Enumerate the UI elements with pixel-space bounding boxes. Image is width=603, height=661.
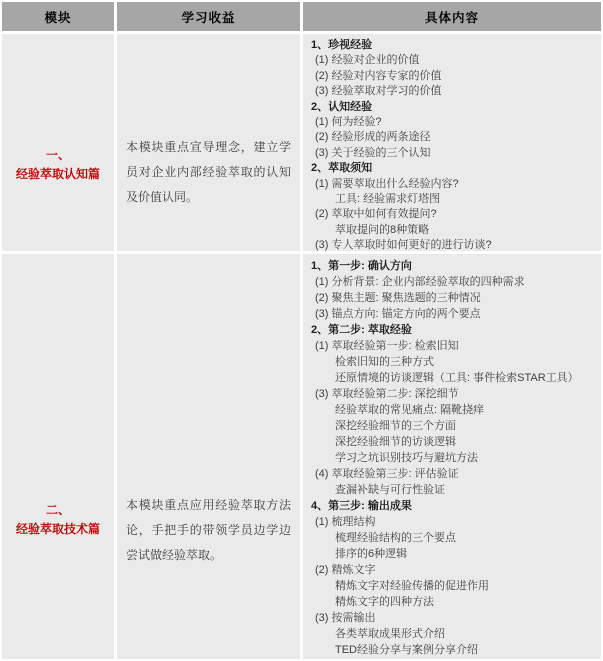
content-line: 经验萃取的常见痛点: 隔靴挠痒 bbox=[335, 404, 485, 416]
content-line: (2) 经验形成的两条途径 bbox=[315, 131, 431, 144]
module-cell-2 bbox=[2, 254, 114, 659]
content-line: (1) 何为经验? bbox=[315, 116, 382, 129]
content-line: (2) 经验对内容专家的价值 bbox=[315, 69, 442, 82]
content-line: (1) 经验对企业的价值 bbox=[315, 54, 420, 67]
column-header-content: 具体内容 bbox=[303, 2, 601, 31]
content-line: 2、萃取须知 bbox=[311, 162, 373, 175]
benefit-text: 本模块重点宣导理念，建立学员对企业内部经验萃取的认知及价值认同。 bbox=[126, 140, 291, 204]
content-line: 精炼文字的四种方法 bbox=[335, 596, 434, 608]
module-number: 二、 bbox=[45, 503, 70, 517]
content-line: 精炼文字对经验传播的促进作用 bbox=[335, 580, 489, 592]
content-line: (3) 锚点方向: 锚定方向的两个要点 bbox=[315, 308, 481, 320]
benefit-cell-1 bbox=[117, 34, 300, 251]
content-line: (2) 精炼文字 bbox=[315, 564, 376, 576]
content-line: (3) 经验萃取对学习的价值 bbox=[315, 85, 442, 98]
module-title: 经验萃取认知篇 bbox=[15, 167, 100, 181]
content-line: 排序的6种逻辑 bbox=[335, 548, 408, 560]
module-title: 经验萃取技术篇 bbox=[15, 522, 100, 536]
content-line: 萃取提问的8种策略 bbox=[335, 223, 430, 236]
content-line: 2、认知经验 bbox=[311, 100, 373, 113]
content-line: 深挖经验细节的三个方面 bbox=[335, 420, 456, 432]
content-line: TED经验分享与案例分享介绍 bbox=[335, 644, 478, 656]
content-line: (2) 聚焦主题: 聚焦选题的三种情况 bbox=[315, 292, 481, 304]
content-line: 工具: 经验需求灯塔图 bbox=[335, 193, 441, 206]
content-line: 梳理经验结构的三个要点 bbox=[335, 532, 456, 544]
content-line: (1) 梳理结构 bbox=[315, 516, 376, 528]
content-line: (4) 萃取经验第三步: 评估验证 bbox=[315, 468, 459, 480]
content-line: (2) 萃取中如何有效提问? bbox=[315, 208, 437, 221]
content-line: (1) 萃取经验第一步: 检索旧知 bbox=[315, 340, 459, 352]
content-line: (3) 按需输出 bbox=[315, 612, 376, 624]
module-number: 一、 bbox=[45, 148, 70, 162]
benefit-cell-2 bbox=[117, 254, 300, 659]
content-line: (3) 专人萃取时如何更好的进行访谈? bbox=[315, 239, 492, 251]
content-cell-1 bbox=[303, 34, 601, 251]
module-cell-1 bbox=[2, 34, 114, 251]
content-line: 检索旧知的三种方式 bbox=[335, 356, 434, 368]
content-line: 2、第二步: 萃取经验 bbox=[311, 324, 412, 336]
column-header-module: 模块 bbox=[2, 2, 114, 31]
content-line: (3) 关于经验的三个认知 bbox=[315, 146, 431, 159]
benefit-text: 本模块重点应用经验萃取方法论，手把手的带领学员边学边尝试做经验萃取。 bbox=[126, 498, 291, 562]
content-line: (1) 分析背景: 企业内部经验萃取的四种需求 bbox=[315, 276, 525, 288]
content-cell-2 bbox=[303, 254, 601, 659]
content-line: (1) 需要萃取出什么经验内容? bbox=[315, 177, 459, 190]
content-line: 学习之坑识别技巧与避坑方法 bbox=[335, 452, 478, 464]
column-header-benefit: 学习收益 bbox=[117, 2, 300, 31]
content-line: 深挖经验细节的访谈逻辑 bbox=[335, 436, 456, 448]
content-line: 查漏补缺与可行性验证 bbox=[335, 484, 445, 496]
content-line: (3) 萃取经验第二步: 深挖细节 bbox=[315, 388, 459, 400]
content-line: 各类萃取成果形式介绍 bbox=[335, 628, 445, 640]
content-line: 4、第三步: 输出成果 bbox=[311, 500, 412, 512]
content-line: 还原情境的访谈逻辑（工具: 事件检索STAR工具） bbox=[335, 372, 579, 384]
content-line: 1、第一步: 确认方向 bbox=[311, 260, 412, 272]
content-line: 1、珍视经验 bbox=[311, 39, 373, 51]
